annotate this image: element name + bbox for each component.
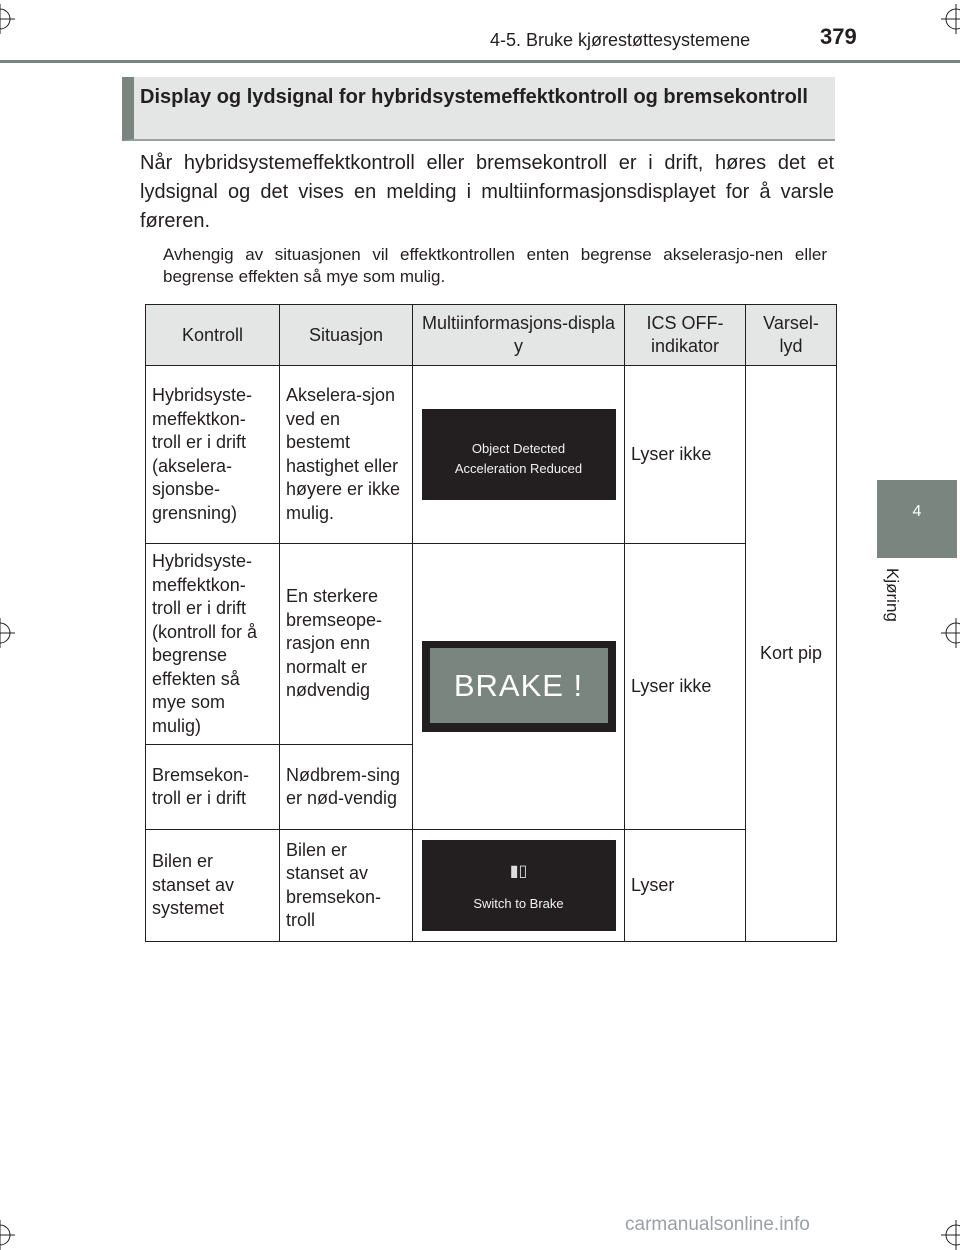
cell-kontroll-text: Hybridsyste-meffektkon-troll er i drift (akselera-sjonsbe-grensning)	[152, 385, 253, 523]
display-line-1: Switch to Brake	[473, 896, 564, 911]
cell-ics	[625, 366, 746, 544]
header-section-title: 4-5. Bruke kjørestøttesystemene	[490, 30, 751, 50]
table-row	[146, 830, 837, 942]
display-brake	[422, 641, 616, 732]
cell-situasjon-text: Nødbrem-sing er nød-vendig	[286, 764, 401, 808]
header-rule	[0, 60, 960, 63]
header-display-label: Multiinformasjons-display	[421, 313, 616, 356]
cell-ics-text: Lyser	[631, 874, 675, 895]
cell-kontroll-text: Hybridsyste-meffektkon-troll er i drift (kontroll for å begrense effekten så mye som mulig)	[152, 551, 258, 736]
display-switch-to-brake	[422, 840, 616, 931]
foot-pedal-icon: ▮▯	[509, 863, 528, 880]
cell-display	[413, 830, 625, 942]
chapter-tab	[877, 480, 957, 558]
cell-situasjon-text: Bilen er stanset av bremsekon-troll	[286, 839, 382, 930]
header-ics	[625, 305, 746, 366]
cell-ics-text: Lyser ikke	[631, 443, 712, 464]
section-title: Display og lydsignal for hybridsystemeffektkontroll og bremsekontroll	[140, 86, 808, 108]
header-varsel	[746, 305, 837, 366]
page-number: 379	[820, 24, 857, 49]
cell-ics-text: Lyser ikke	[631, 675, 712, 696]
crop-mark	[0, 1220, 15, 1250]
cell-varsel-text: Kort pip	[759, 642, 823, 663]
header-situasjon: Situasjon	[280, 305, 413, 366]
cell-situasjon	[280, 366, 413, 544]
cell-situasjon-text: En sterkere bremseope-rasjon enn normalt er nødvendig	[286, 586, 383, 701]
chapter-number: 4	[912, 503, 922, 520]
cell-situasjon	[280, 544, 413, 745]
cell-kontroll-text: Bilen er stanset av systemet	[152, 851, 235, 919]
cell-kontroll	[146, 745, 280, 830]
crop-mark	[941, 618, 960, 648]
header-display	[413, 305, 625, 366]
cell-kontroll	[146, 366, 280, 544]
table-row	[146, 366, 837, 544]
table-row	[146, 544, 837, 745]
header-varsel-label: Varsel-lyd	[763, 313, 819, 356]
cell-kontroll	[146, 544, 280, 745]
display-line-1: Object Detected	[471, 441, 566, 456]
table-header-row	[146, 305, 837, 366]
crop-mark	[0, 618, 15, 648]
cell-varsel	[746, 366, 837, 942]
watermark: carmanualsonline.info	[625, 1214, 810, 1235]
note-paragraph: Avhengig av situasjonen vil effektkontrollen enten begrense akselerasjo-nen eller begrense effekten så mye som mulig.	[163, 245, 827, 286]
cell-kontroll	[146, 830, 280, 942]
crop-mark	[941, 1220, 960, 1250]
cell-ics	[625, 544, 746, 830]
display-brake-text: BRAKE !	[430, 648, 608, 723]
cell-situasjon-text: Akselera-sjon ved en bestemt hastighet eller høyere er ikke mulig.	[286, 385, 401, 523]
cell-ics	[625, 830, 746, 942]
cell-display	[413, 544, 625, 830]
intro-paragraph: Når hybridsystemeffektkontroll eller bremsekontroll er i drift, høres det et lydsignal og det vises en melding i multiinformasjonsdisplayet for å varsle føreren.	[140, 152, 834, 232]
cell-situasjon	[280, 830, 413, 942]
crop-mark	[941, 4, 960, 34]
cell-kontroll-text: Bremsekon-troll er i drift	[152, 764, 250, 808]
cell-situasjon	[280, 745, 413, 830]
display-line-2: Acceleration Reduced	[454, 461, 583, 476]
chapter-label-box	[872, 568, 912, 638]
cell-display	[413, 366, 625, 544]
crop-mark	[0, 4, 15, 34]
display-object-detected	[422, 409, 616, 500]
chapter-label: Kjøring	[883, 568, 902, 622]
section-heading-box	[122, 77, 835, 141]
header-kontroll: Kontroll	[146, 305, 280, 366]
control-table	[145, 304, 837, 942]
header-ics-label: ICS OFF-indikator	[646, 313, 724, 356]
